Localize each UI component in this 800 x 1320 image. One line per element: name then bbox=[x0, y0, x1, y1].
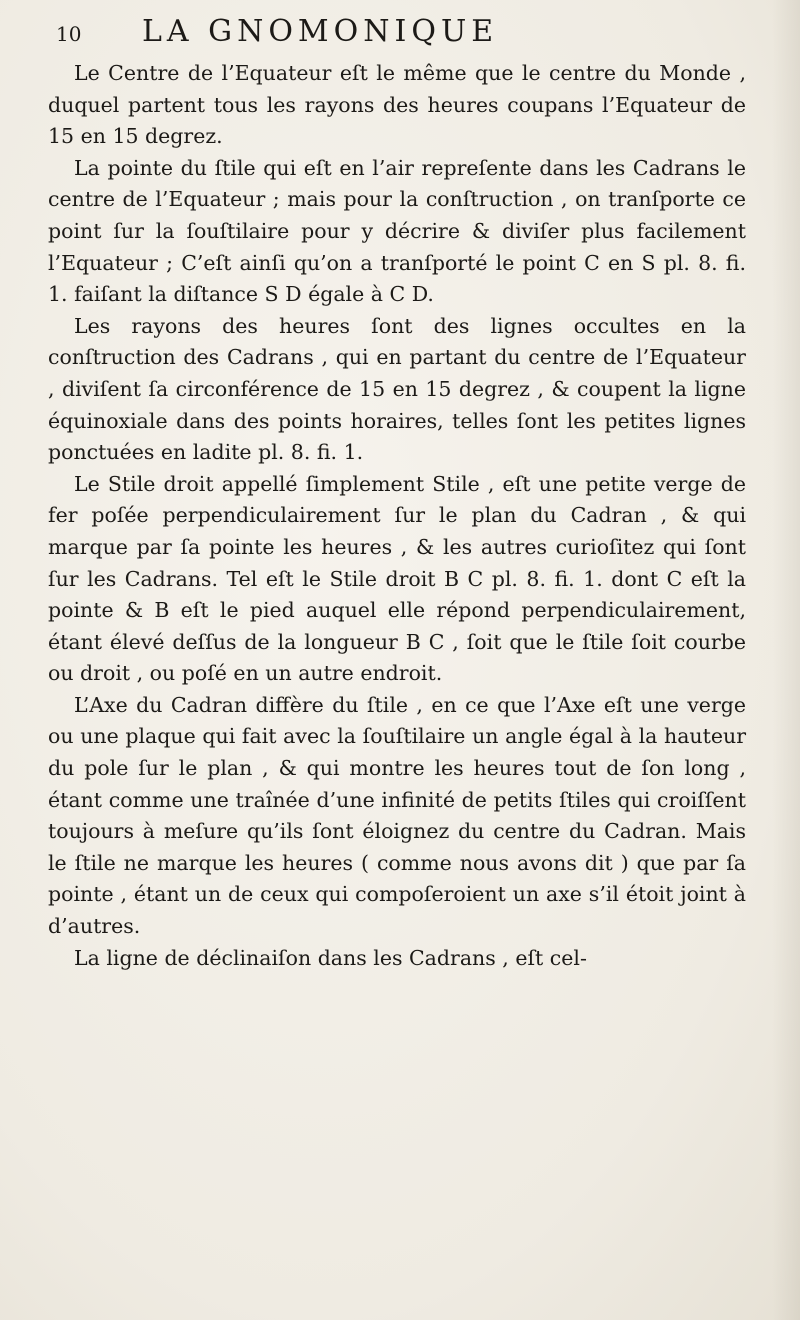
paragraph-hour-rays: Les rayons des heures ſont des lignes occultes en la conſtruction des Cadrans , qui en partant du centre de l’Equateur , diviſent ſa circonférence de 15 en 15 degrez , & coupent la ligne équinoxiale dans des points horaires, telles ſont les petites lignes ponctuées en ladite pl. 8. fi. 1. bbox=[48, 313, 746, 465]
page-header bbox=[48, 14, 746, 54]
page-shadow bbox=[772, 0, 800, 1320]
paragraph-style-point: La pointe du ſtile qui eſt en l’air repreſente dans les Cadrans le centre de l’Equateur ; mais pour la conſtruction , on tranſporte ce point ſur la ſouſtilaire pour y décrire & diviſer plus facilement l’Equateur ; C’eſt ainſi qu’on a tranſporté le point C en S pl. 8. fi. 1. faiſant la diſtance S D égale à C D. bbox=[48, 155, 746, 307]
paragraph-straight-style: Le Stile droit appellé ſimplement Stile , eſt une petite verge de fer poſée perpendiculairement ſur le plan du Cadran , & qui marque par ſa pointe les heures , & les autres curioſitez qui ſont ſur les Cadrans. Tel eſt le Stile droit B C pl. 8. fi. 1. dont C eſt la pointe & B eſt le pied auquel elle répond perpendiculairement, étant élevé deſſus de la longueur B C , ſoit que le ſtile ſoit courbe ou droit , ou poſé en un autre endroit. bbox=[48, 471, 746, 686]
running-title: LA GNOMONIQUE bbox=[142, 14, 499, 49]
paragraph-dial-axis: L’Axe du Cadran diffère du ſtile , en ce que l’Axe eſt une verge ou une plaque qui fait avec la ſouſtilaire un angle égal à la hauteur du pole ſur le plan , & qui montre les heures tout de ſon long , étant comme une traînée d’une infinité de petits ſtiles qui croiſſent toujours à meſure qu’ils ſont éloignez du centre du Cadran. Mais le ſtile ne marque les heures ( comme nous avons dit ) que par ſa pointe , étant un de ceux qui compoſeroient un axe s’il étoit joint à d’autres. bbox=[48, 692, 746, 939]
body-text bbox=[48, 58, 746, 974]
paragraph-equator-center: Le Centre de l’Equateur eſt le même que le centre du Monde , duquel partent tous les rayons des heures coupans l’Equateur de 15 en 15 degrez. bbox=[48, 61, 746, 149]
page-number: 10 bbox=[56, 22, 82, 46]
paragraph-declination-line: La ligne de déclinaiſon dans les Cadrans , eſt cel- bbox=[74, 945, 587, 970]
